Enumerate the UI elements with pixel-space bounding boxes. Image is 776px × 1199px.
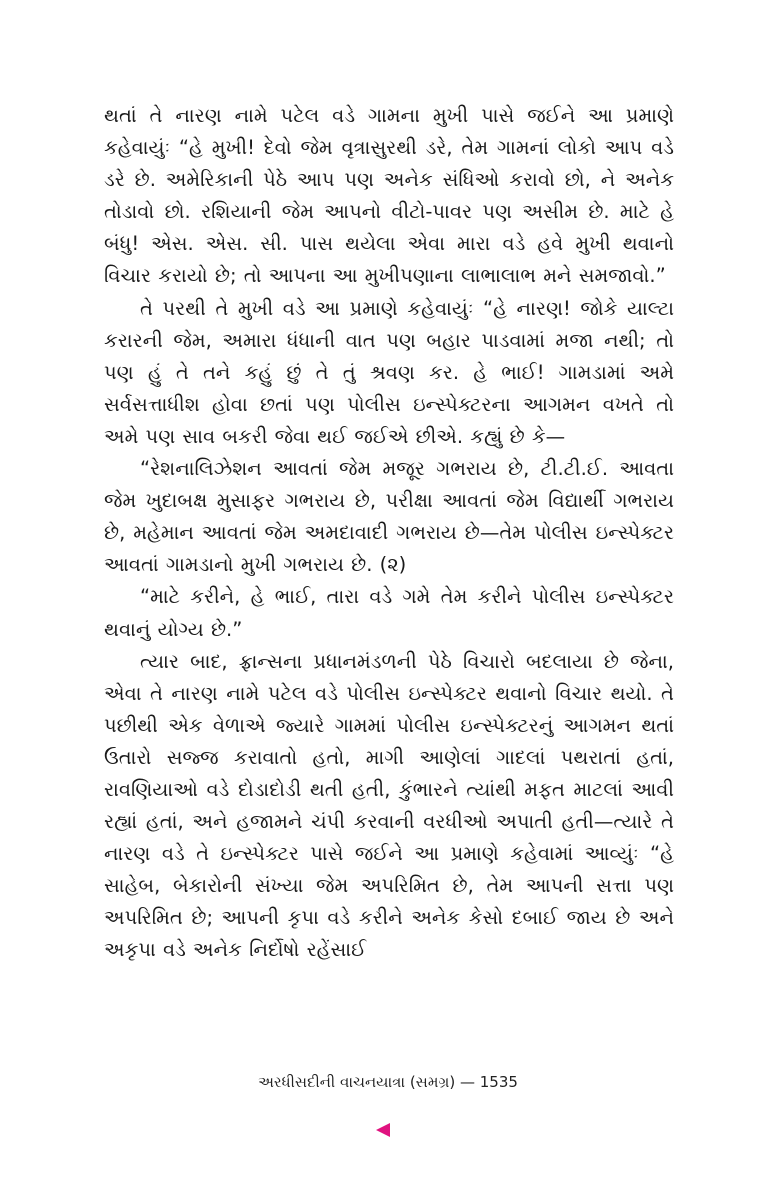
page-footer: અરધીસદીની વાચનયાત્રા (સમગ્ર) — 1535 <box>258 1073 518 1091</box>
paragraph-2: તે પરથી તે મુખી વડે આ પ્રમાણે કહેવાયુંઃ “હે નારણ! જોકે યાલ્ટા કરારની જેમ, અમારા ધંધાની વાત પણ બહાર પાડવામાં મજા નથી; તો પણ હું તે તને કહું છું તે તું શ્રવણ કર. હે ભાઈ! ગામડામાં અમે સર્વસત્તાધીશ હોવા છતાં પણ પોલીસ ઇન્સ્પેક્ટરના આગમન વખતે તો અમે પણ સાવ બકરી જેવા થઈ જઈએ છીએ. કહ્યું છે કે— <box>104 296 674 448</box>
previous-page-icon[interactable] <box>376 1123 390 1137</box>
paragraph-4: “માટે કરીને, હે ભાઈ, તારા વડે ગમે તેમ કરીને પોલીસ ઇન્સ્પેક્ટર થવાનું યોગ્ય છે.” <box>104 585 674 641</box>
paragraph-5: ત્યાર બાદ, ફ્રાન્સના પ્રધાનમંડળની પેઠે વિચારો બદલાયા છે જેના, એવા તે નારણ નામે પટેલ વડે પોલીસ ઇન્સ્પેક્ટર થવાનો વિચાર થયો. તે પછીથી એક વેળાએ જ્યારે ગામમાં પોલીસ ઇન્સ્પેક્ટરનું આગમન થતાં ઉતારો સજ્જ કરાવાતો હતો, માગી આણેલાં ગાદલાં પથરાતાં હતાં, રાવણિયાઓ વડે દોડાદોડી થતી હતી, કુંભારને ત્યાંથી મફત માટલાં આવી રહ્યાં હતાં, અને હજામને ચંપી કરવાની વરધીઓ અપાતી હતી—ત્યારે તે નારણ વડે તે ઇન્સ્પેક્ટર પાસે જઈને આ પ્રમાણે કહેવામાં આવ્યુંઃ “હે સાહેબ, બેકારોની સંખ્યા જેમ અપરિમિત છે, તેમ આપની સત્તા પણ અપરિમિત છે; આપની કૃપા વડે કરીને અનેક કેસો દબાઈ જાય છે અને અકૃપા વડે અનેક નિર્દોષો રહેંસાઈ <box>104 649 674 962</box>
paragraph-1: થતાં તે નારણ નામે પટેલ વડે ગામના મુખી પાસે જઈને આ પ્રમાણે કહેવાયુંઃ “હે મુખી! દેવો જેમ વૃત્રાસુરથી ડરે, તેમ ગામનાં લોકો આપ વડે ડરે છે. અમેરિકાની પેઠે આપ પણ અનેક સંધિઓ કરાવો છો, ને અનેક તોડાવો છો. રશિયાની જેમ આપનો વીટો-પાવર પણ અસીમ છે. માટે હે બંધુ! એસ. એસ. સી. પાસ થયેલા એવા મારા વડે હવે મુખી થવાનો વિચાર કરાયો છે; તો આપના આ મુખીપણાના લાભાલાભ મને સમજાવો.” <box>104 104 674 288</box>
page-body <box>104 100 674 967</box>
paragraph-3-quote: “રેશનાલિઝેશન આવતાં જેમ મજૂર ગભરાય છે, ટી.ટી.ઈ. આવતા જેમ ખુદાબક્ષ મુસાફર ગભરાય છે, પરીક્ષા આવતાં જેમ વિદ્યાર્થી ગભરાય છે, મહેમાન આવતાં જેમ અમદાવાદી ગભરાય છે—તેમ પોલીસ ઇન્સ્પેક્ટર આવતાં ગામડાનો મુખી ગભરાય છે. (૨) <box>104 457 674 577</box>
